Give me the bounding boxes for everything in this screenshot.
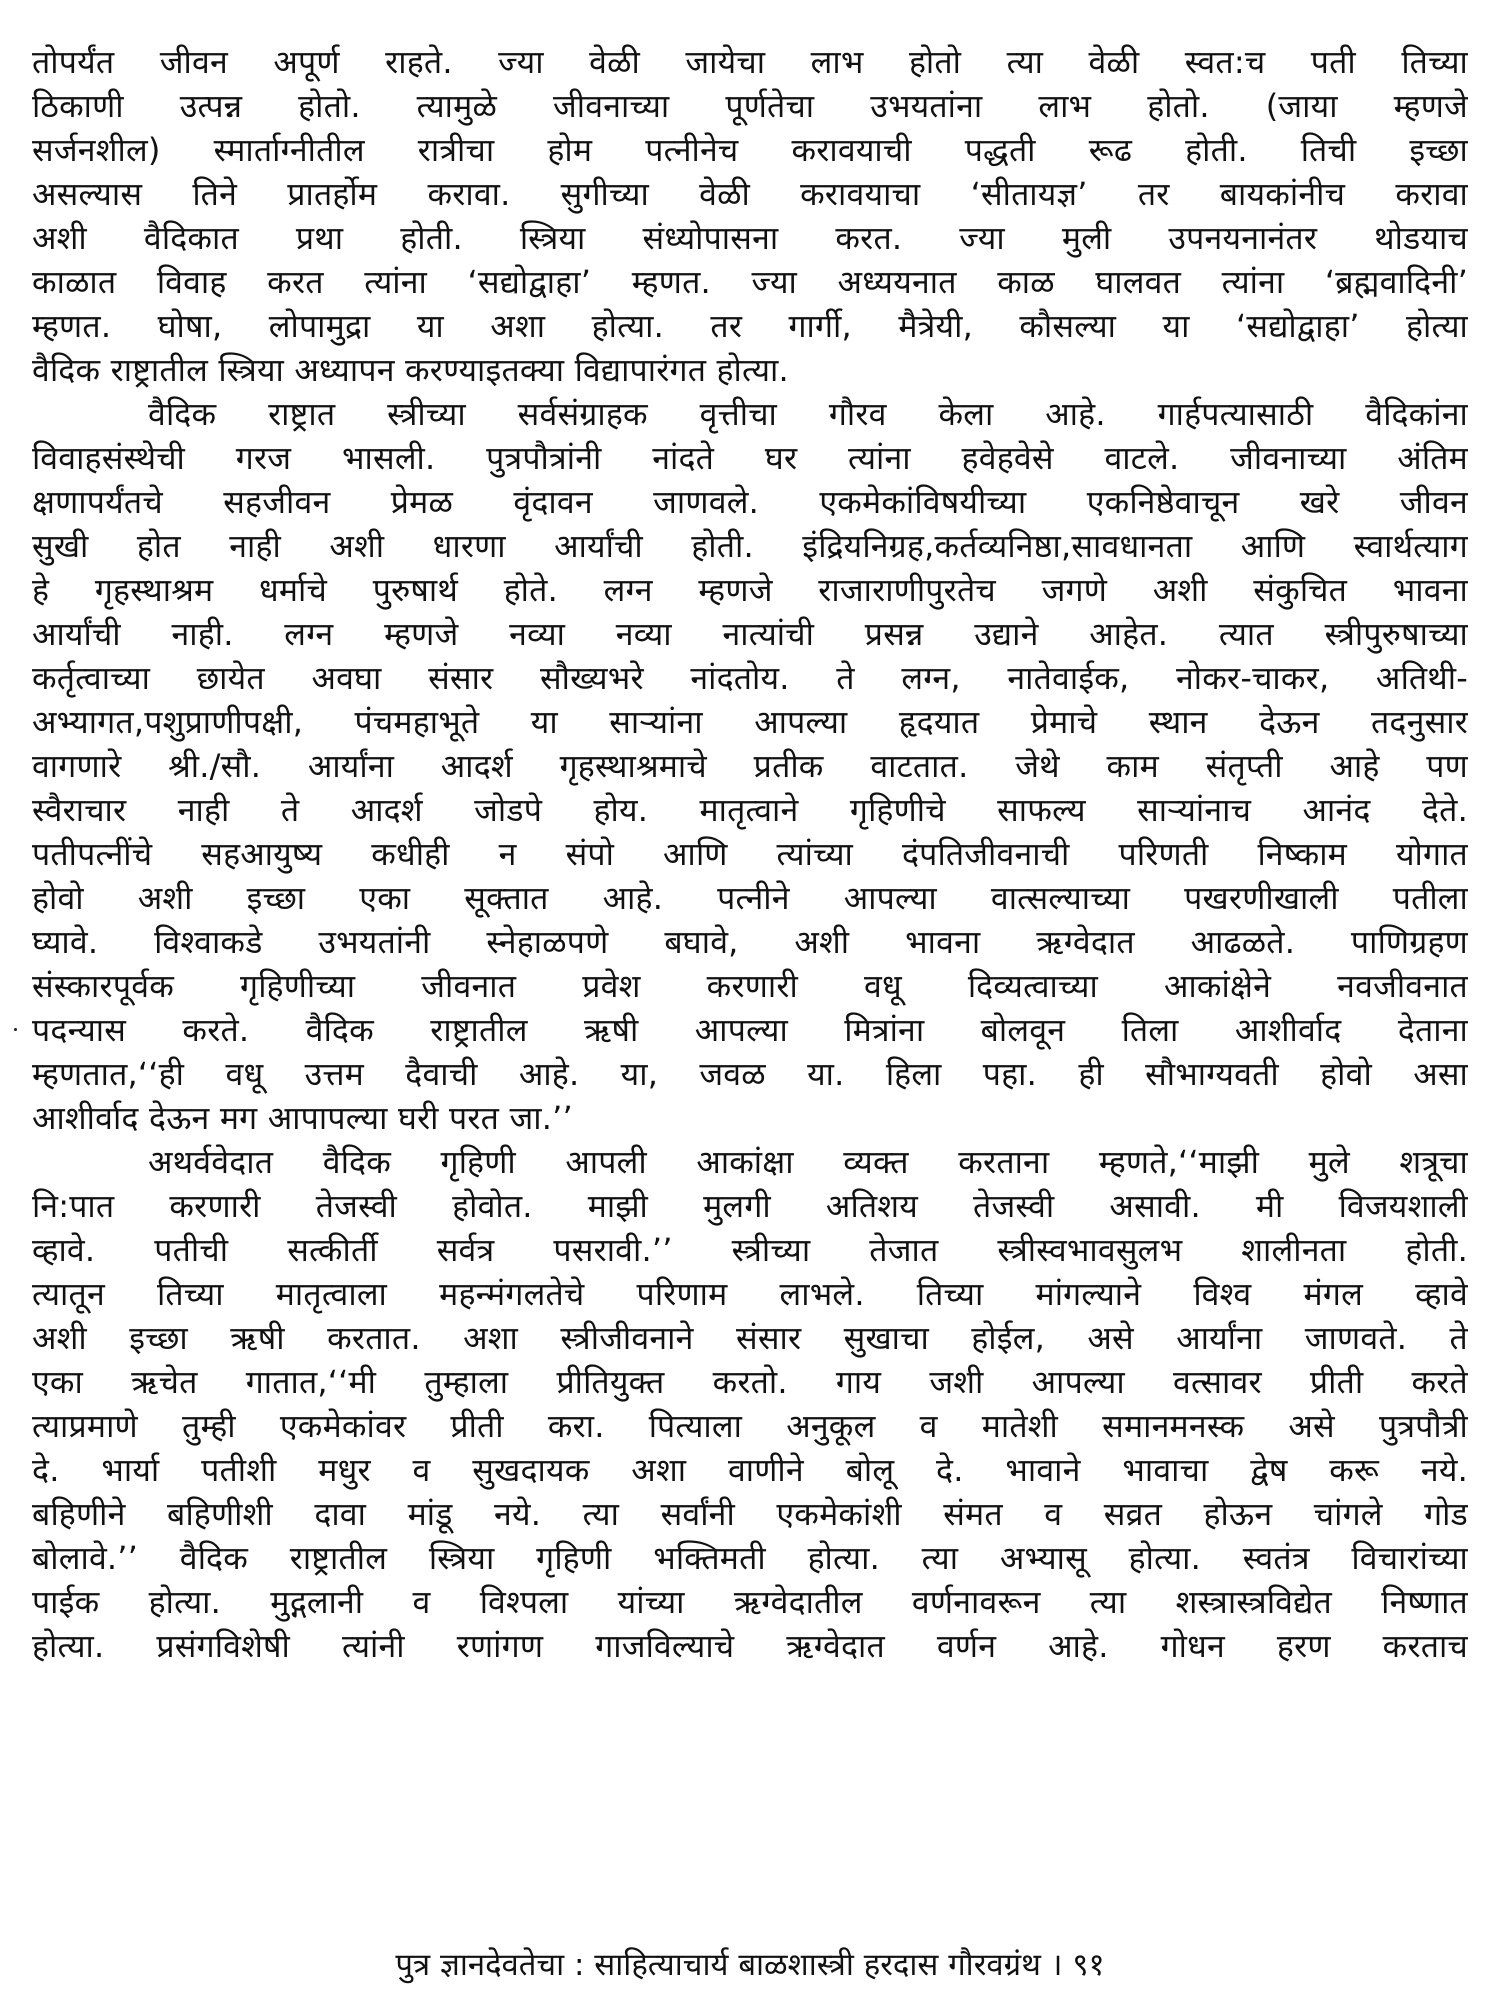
text-line: असल्यास तिने प्रातर्होम करावा. सुगीच्या वेळी करावयाचा ‘सीतायज्ञ’ तर बायकांनीच करावा: [32, 175, 1468, 213]
text-line: अथर्ववेदात वैदिक गृहिणी आपली आकांक्षा व्यक्त करताना म्हणते,‘‘माझी मुले शत्रूचा: [148, 1143, 1468, 1181]
text-line: संस्कारपूर्वक गृहिणीच्या जीवनात प्रवेश करणारी वधू दिव्यत्वाच्या आकांक्षेने नवजीवनात: [32, 967, 1468, 1005]
text-line: दे. भार्या पतीशी मधुर व सुखदायक अशा वाणीने बोलू दे. भावाने भावाचा द्वेष करू नये.: [32, 1451, 1468, 1489]
text-line: अभ्यागत,पशुप्राणीपक्षी, पंचमहाभूते या साऱ्यांना आपल्या हृदयात प्रेमाचे स्थान देऊन तदनुसार: [32, 703, 1468, 741]
text-line: आर्यांची नाही. लग्न म्हणजे नव्या नव्या नात्यांची प्रसन्न उद्याने आहेत. त्यात स्त्रीपुरुषाच्या: [32, 615, 1468, 653]
text-line: बहिणीने बहिणीशी दावा मांडू नये. त्या सर्वांनी एकमेकांशी संमत व सव्रत होऊन चांगले गोड: [32, 1495, 1468, 1533]
text-line: पतीपत्नींचे सहआयुष्य कधीही न संपो आणि त्यांच्या दंपतिजीवनाची परिणती निष्काम योगात: [32, 835, 1468, 873]
text-line: त्याप्रमाणे तुम्ही एकमेकांवर प्रीती करा. पित्याला अनुकूल व मातेशी समानमनस्क असे पुत्रपौत्री: [32, 1407, 1468, 1445]
stray-mark: [14, 1028, 17, 1031]
text-line: वैदिक राष्ट्रातील स्त्रिया अध्यापन करण्याइतक्या विद्यापारंगत होत्या.: [32, 351, 789, 389]
text-line: वैदिक राष्ट्रात स्त्रीच्या सर्वसंग्राहक वृत्तीचा गौरव केला आहे. गार्हपत्यासाठी वैदिकांना: [148, 395, 1468, 433]
text-line: बोलावे.’’ वैदिक राष्ट्रातील स्त्रिया गृहिणी भक्तिमती होत्या. त्या अभ्यासू होत्या. स्वतंत्र विचारांच्या: [32, 1539, 1468, 1577]
page-footer: पुत्र ज्ञानदेवतेचा : साहित्याचार्य बाळशास्त्री हरदास गौरवग्रंथ । ९१: [395, 1947, 1105, 1983]
text-line: होवो अशी इच्छा एका सूक्तात आहे. पत्नीने आपल्या वात्सल्याच्या पखरणीखाली पतीला: [32, 879, 1468, 917]
text-line: ठिकाणी उत्पन्न होतो. त्यामुळे जीवनाच्या पूर्णतेचा उभयतांना लाभ होतो. (जाया म्हणजे: [32, 87, 1468, 125]
text-line: होत्या. प्रसंगविशेषी त्यांनी रणांगण गाजविल्याचे ऋग्वेदात वर्णन आहे. गोधन हरण करताच: [32, 1627, 1468, 1665]
body-text: [32, 40, 1468, 1668]
text-line: विवाहसंस्थेची गरज भासली. पुत्रपौत्रांनी नांदते घर त्यांना हवेहवेसे वाटले. जीवनाच्या अंतिम: [32, 439, 1468, 477]
text-line: कर्तृत्वाच्या छायेत अवघा संसार सौख्यभरे नांदतोय. ते लग्न, नातेवाईक, नोकर-चाकर, अतिथी-: [32, 659, 1468, 697]
text-line: म्हणतात,‘‘ही वधू उत्तम दैवाची आहे. या, जवळ या. हिला पहा. ही सौभाग्यवती होवो असा: [32, 1055, 1468, 1093]
text-line: एका ऋचेत गातात,‘‘मी तुम्हाला प्रीतियुक्त करतो. गाय जशी आपल्या वत्सावर प्रीती करते: [32, 1363, 1468, 1401]
text-line: नि:पात करणारी तेजस्वी होवोत. माझी मुलगी अतिशय तेजस्वी असावी. मी विजयशाली: [32, 1187, 1468, 1225]
text-line: तोपर्यंत जीवन अपूर्ण राहते. ज्या वेळी जायेचा लाभ होतो त्या वेळी स्वत:च पती तिच्या: [32, 43, 1468, 81]
text-line: स्वैराचार नाही ते आदर्श जोडपे होय. मातृत्वाने गृहिणीचे साफल्य साऱ्यांनाच आनंद देते.: [32, 791, 1468, 829]
text-line: क्षणापर्यंतचे सहजीवन प्रेमळ वृंदावन जाणवले. एकमेकांविषयीच्या एकनिष्ठेवाचून खरे जीवन: [32, 483, 1468, 521]
text-line: काळात विवाह करत त्यांना ‘सद्योद्वाहा’ म्हणत. ज्या अध्ययनात काळ घालवत त्यांना ‘ब्रह्मवादिनी’: [32, 263, 1468, 301]
text-line: व्हावे. पतीची सत्कीर्ती सर्वत्र पसरावी.’’ स्त्रीच्या तेजात स्त्रीस्वभावसुलभ शालीनता होती.: [32, 1231, 1468, 1269]
text-line: पदन्यास करते. वैदिक राष्ट्रातील ऋषी आपल्या मित्रांना बोलवून तिला आशीर्वाद देताना: [32, 1011, 1468, 1049]
text-line: अशी वैदिकात प्रथा होती. स्त्रिया संध्योपासना करत. ज्या मुली उपनयनानंतर थोडयाच: [32, 219, 1468, 257]
text-line: पाईक होत्या. मुद्गलानी व विश्पला यांच्या ऋग्वेदातील वर्णनावरून त्या शस्त्रास्त्रविद्येत निष्णात: [32, 1583, 1468, 1621]
text-line: हे गृहस्थाश्रम धर्माचे पुरुषार्थ होते. लग्न म्हणजे राजाराणीपुरतेच जगणे अशी संकुचित भावना: [32, 571, 1468, 609]
text-line: सर्जनशील) स्मार्ताग्नीतील रात्रीचा होम पत्नीनेच करावयाची पद्धती रूढ होती. तिची इच्छा: [32, 131, 1468, 169]
page-body: [32, 40, 1468, 1940]
text-line: म्हणत. घोषा, लोपामुद्रा या अशा होत्या. तर गार्गी, मैत्रेयी, कौसल्या या ‘सद्योद्वाहा’ होत्या: [32, 307, 1468, 345]
text-line: सुखी होत नाही अशी धारणा आर्यांची होती. इंद्रियनिग्रह,कर्तव्यनिष्ठा,सावधानता आणि स्वार्थत्याग: [32, 527, 1468, 565]
text-line: वागणारे श्री./सौ. आर्यांना आदर्श गृहस्थाश्रमाचे प्रतीक वाटतात. जेथे काम संतृप्ती आहे पण: [32, 747, 1468, 785]
text-line: आशीर्वाद देऊन मग आपापल्या घरी परत जा.’’: [32, 1099, 573, 1137]
text-line: घ्यावे. विश्वाकडे उभयतांनी स्नेहाळपणे बघावे, अशी भावना ऋग्वेदात आढळते. पाणिग्रहण: [32, 923, 1468, 961]
text-line: अशी इच्छा ऋषी करतात. अशा स्त्रीजीवनाने संसार सुखाचा होईल, असे आर्यांना जाणवते. ते: [32, 1319, 1468, 1357]
text-line: त्यातून तिच्या मातृत्वाला महन्मंगलतेचे परिणाम लाभले. तिच्या मांगल्याने विश्व मंगल व्हावे: [32, 1275, 1468, 1313]
